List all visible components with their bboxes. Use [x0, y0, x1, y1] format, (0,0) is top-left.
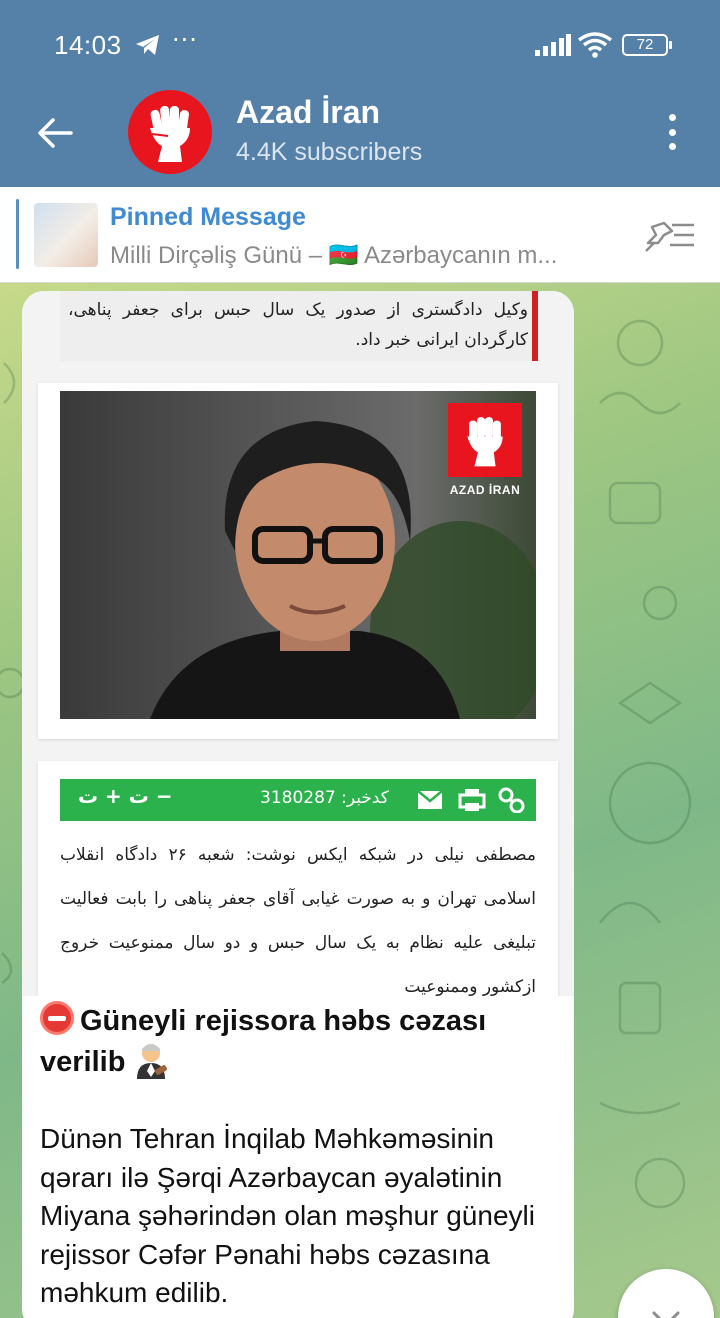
article-toolbar	[60, 779, 536, 821]
channel-avatar[interactable]	[128, 90, 212, 174]
scroll-down-button[interactable]	[618, 1269, 714, 1318]
message-title	[40, 1001, 570, 1082]
article-card	[38, 761, 558, 996]
fist-icon	[128, 90, 212, 174]
link-icon	[500, 789, 523, 812]
subscriber-count: 4.4K subscribers	[236, 138, 423, 166]
logo-label: AZAD İRAN	[449, 483, 521, 497]
battery-icon	[622, 34, 668, 56]
judge-icon	[133, 1041, 169, 1079]
signal-icon	[535, 34, 571, 56]
message-title-text: Güneyli rejissora həbs cəzası verilib	[40, 1005, 487, 1078]
post-screenshot[interactable]	[22, 291, 574, 996]
mail-icon	[418, 791, 442, 809]
pinned-indicator	[16, 199, 19, 269]
message-text	[40, 1001, 570, 1313]
back-arrow-icon	[37, 117, 73, 149]
photo-card	[38, 383, 558, 739]
pinned-message-bar[interactable]	[0, 187, 720, 283]
font-size-controls: ت + ت −	[78, 784, 173, 808]
more-notifications-icon: ···	[172, 26, 198, 54]
more-menu-button[interactable]	[652, 110, 692, 154]
pinned-thumbnail	[34, 203, 98, 267]
azad-iran-logo	[448, 403, 522, 477]
message-body: Dünən Tehran İnqilab Məhkəməsinin qərarı ilə Şərqi Azərbaycan əyalətinin Miyana şəhərindən olan məşhur güneyli rejissor Cəfər Pənahi həbs cəzasına məhkum edilib.	[40, 1123, 535, 1308]
status-time: 14:03	[54, 30, 122, 60]
portrait-photo	[60, 391, 536, 719]
toolbar-icons	[416, 787, 526, 813]
fist-icon	[448, 403, 522, 477]
battery-level: 72	[636, 36, 654, 53]
more-vertical-icon	[669, 114, 676, 121]
chat-area[interactable]	[0, 283, 720, 1318]
print-icon	[460, 789, 484, 811]
back-button[interactable]	[30, 108, 80, 158]
scroll-down-icon	[618, 1269, 714, 1318]
pinned-preview: Milli Dirçəliş Günü – 🇦🇿 Azərbaycanın m...	[110, 242, 558, 269]
telegram-icon	[135, 34, 161, 56]
channel-name[interactable]: Azad İran	[236, 94, 381, 130]
chat-header	[0, 90, 720, 187]
status-bar	[0, 0, 720, 90]
quote-text: وکیل دادگستری از صدور یک سال حبس برای جعفر پناهی، کارگردان ایرانی خبر داد.	[68, 300, 528, 350]
top-bar	[0, 0, 720, 187]
stop-sign-icon	[40, 1001, 74, 1035]
news-code: کدخبر: 3180287	[260, 788, 389, 808]
wifi-icon	[578, 32, 612, 58]
article-text: مصطفی نیلی در شبکه ایکس نوشت: شعبه ۲۶ دادگاه انقلاب اسلامی تهران و به صورت غیابی آقای جعفر پناهی را بابت فعالیت تبلیغی علیه نظام به یک سال حبس و دو سال ممنوعیت خروج ازکشور وممنوعیت	[60, 845, 536, 996]
message-bubble[interactable]	[22, 291, 574, 1318]
pin-list-icon[interactable]	[642, 213, 696, 257]
pinned-title: Pinned Message	[110, 203, 306, 231]
